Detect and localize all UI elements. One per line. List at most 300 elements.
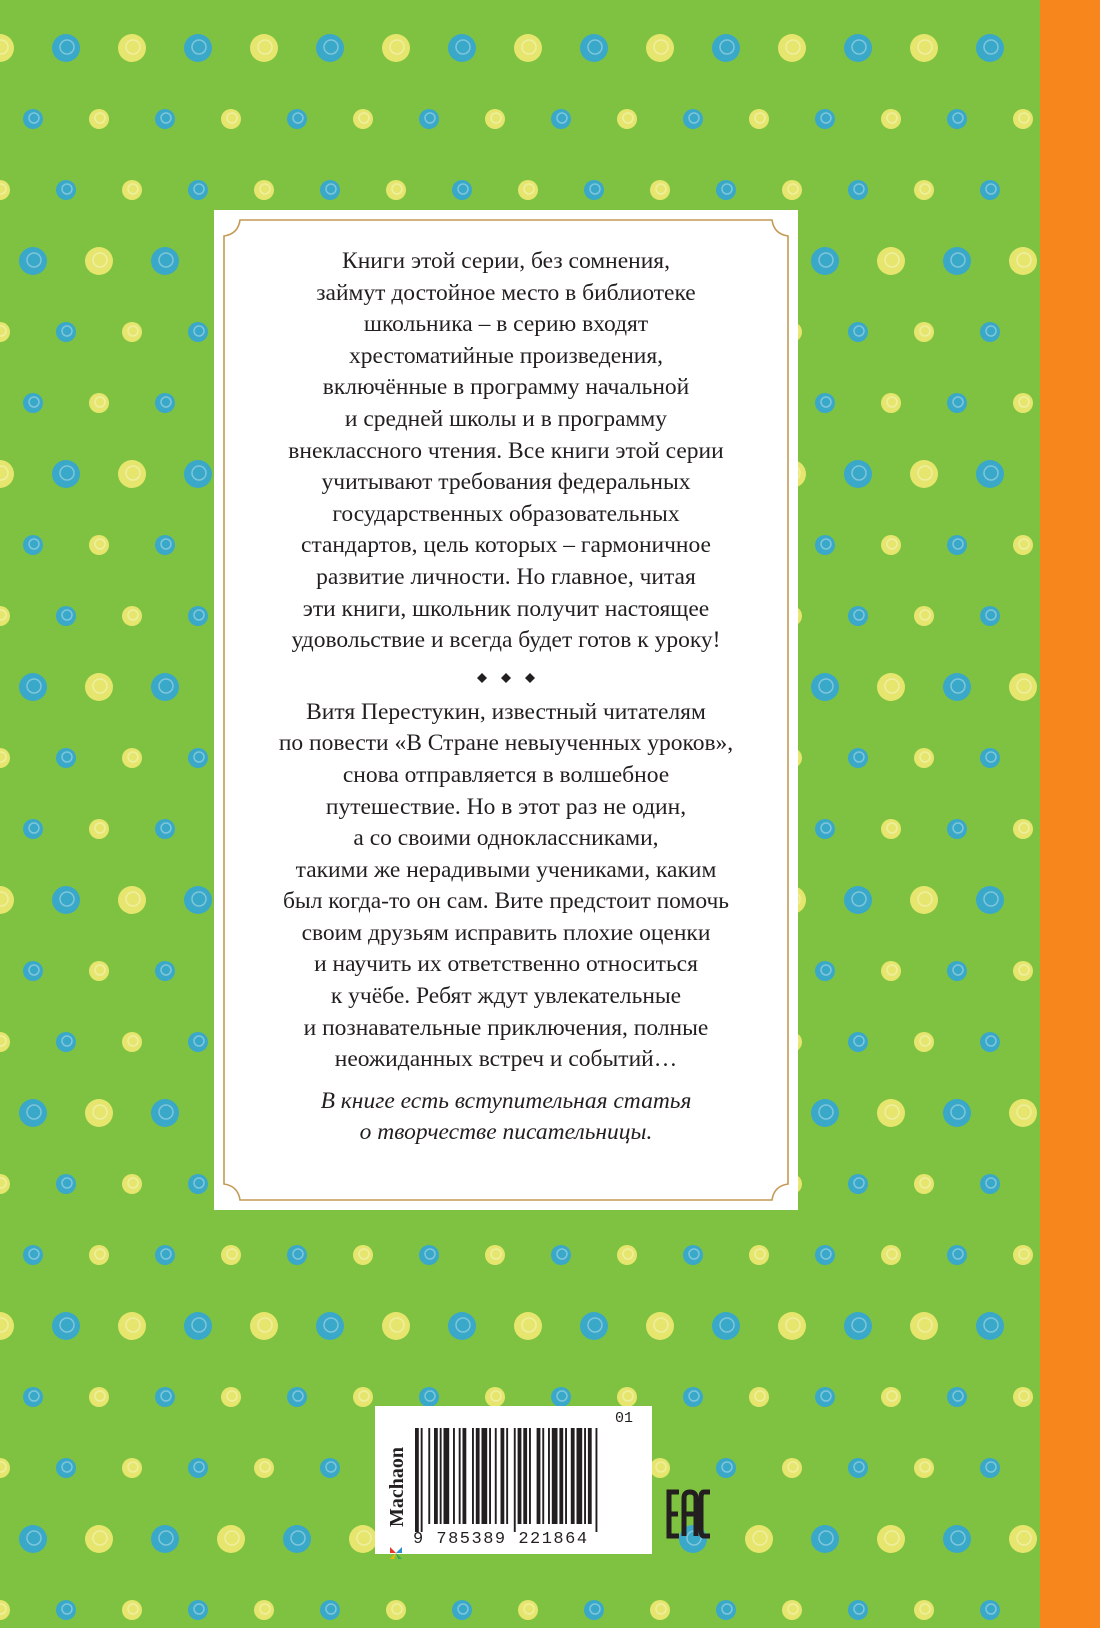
polka-dot (815, 535, 835, 555)
polka-dot (386, 1600, 406, 1620)
polka-dot (419, 109, 439, 129)
polka-dot (914, 180, 934, 200)
polka-dot (151, 673, 179, 701)
polka-dot (0, 1312, 14, 1340)
barcode-bar (459, 1428, 461, 1524)
text-line: и средней школы и в программу (344, 405, 668, 432)
barcode-bar (588, 1428, 592, 1524)
eac-certification-icon (666, 1486, 712, 1542)
polka-dot (353, 109, 373, 129)
polka-dot (716, 1458, 736, 1478)
text-line: стандартов, цель которых – гармоничное (301, 532, 711, 559)
polka-dot (353, 1245, 373, 1265)
polka-dot (56, 1032, 76, 1052)
polka-dot (848, 180, 868, 200)
polka-dot (287, 1245, 307, 1265)
polka-dot (947, 819, 967, 839)
polka-dot (881, 1245, 901, 1265)
polka-dot (287, 1387, 307, 1407)
panel-text (240, 246, 772, 1149)
barcode-bar (571, 1428, 575, 1524)
polka-dot (518, 180, 538, 200)
barcode-bar (495, 1428, 497, 1524)
polka-dot (1009, 673, 1037, 701)
polka-dot (881, 393, 901, 413)
polka-dot (254, 1458, 274, 1478)
polka-dot (881, 535, 901, 555)
polka-dot (914, 606, 934, 626)
polka-dot (712, 1312, 740, 1340)
polka-dot (848, 1600, 868, 1620)
barcode-bar (476, 1428, 480, 1524)
polka-dot (283, 1525, 311, 1553)
polka-dot (976, 34, 1004, 62)
polka-dot (250, 34, 278, 62)
polka-dot (122, 1032, 142, 1052)
polka-dot (1013, 393, 1033, 413)
text-line: по повести «В Стране невыученных уроков», (278, 730, 734, 757)
polka-dot (89, 1245, 109, 1265)
polka-dot (151, 1099, 179, 1127)
barcode-bar (440, 1428, 442, 1524)
barcode-bar (415, 1428, 419, 1532)
polka-dot (23, 535, 43, 555)
polka-dot (650, 1458, 670, 1478)
polka-dot (980, 180, 1000, 200)
polka-dot (650, 1600, 670, 1620)
polka-dot (0, 180, 10, 200)
polka-dot (23, 393, 43, 413)
polka-dot (1013, 535, 1033, 555)
barcode-bar (514, 1428, 516, 1532)
polka-dot (514, 1312, 542, 1340)
polka-dot (485, 1387, 505, 1407)
polka-dot (943, 1099, 971, 1127)
polka-dot (914, 1458, 934, 1478)
polka-dot (23, 1387, 43, 1407)
barcode-bar (482, 1428, 488, 1524)
polka-dot (0, 748, 10, 768)
polka-dot (580, 34, 608, 62)
text-line: удовольствие и всегда будет готов к уроку! (291, 627, 721, 654)
polka-dot (551, 1387, 571, 1407)
polka-dot (815, 109, 835, 129)
barcode-bar (577, 1428, 583, 1524)
barcode-bar (518, 1428, 522, 1524)
polka-dot (815, 1387, 835, 1407)
polka-dot (980, 1458, 1000, 1478)
text-line: В книге есть вступительная статья (320, 1087, 692, 1114)
polka-dot (617, 1387, 637, 1407)
barcode-bar (472, 1428, 474, 1524)
polka-dot (976, 460, 1004, 488)
polka-dot (155, 819, 175, 839)
barcode-addon: 01 (615, 1410, 634, 1427)
polka-dot (184, 34, 212, 62)
polka-dot (749, 1245, 769, 1265)
polka-dot (551, 1245, 571, 1265)
polka-dot (56, 748, 76, 768)
polka-dot (188, 606, 208, 626)
polka-dot (188, 1032, 208, 1052)
polka-dot (85, 1099, 113, 1127)
polka-dot (184, 1312, 212, 1340)
polka-dot (19, 1099, 47, 1127)
polka-dot (980, 748, 1000, 768)
polka-dot (0, 322, 10, 342)
polka-dot (316, 1312, 344, 1340)
polka-dot (56, 1458, 76, 1478)
polka-dot (155, 393, 175, 413)
polka-dot (584, 180, 604, 200)
polka-dot (0, 886, 14, 914)
text-line: включённые в программу начальной (322, 374, 690, 401)
text-line: Книги этой серии, без сомнения, (342, 248, 670, 274)
polka-dot (815, 1245, 835, 1265)
polka-dot (815, 393, 835, 413)
polka-dot (778, 34, 806, 62)
text-line: неожиданных встреч и событий… (334, 1046, 678, 1073)
polka-dot (19, 1525, 47, 1553)
polka-dot (0, 606, 10, 626)
text-line: эти книги, школьник получит настоящее (302, 595, 710, 622)
polka-dot (221, 1245, 241, 1265)
barcode-bar (434, 1428, 438, 1524)
isbn-number: 9 785389 221864 (413, 1530, 589, 1549)
text-line: займут достойное место в библиотеке (316, 279, 696, 306)
polka-dot (56, 1600, 76, 1620)
polka-dot (844, 1312, 872, 1340)
polka-dot (155, 109, 175, 129)
text-line: был когда-то он сам. Вите предстоит помочь (282, 888, 730, 915)
text-line: снова отправляется в волшебное (342, 761, 670, 788)
polka-dot (1009, 1099, 1037, 1127)
polka-dot (980, 322, 1000, 342)
polka-dot (1013, 1245, 1033, 1265)
barcode-bar (565, 1428, 567, 1524)
polka-dot (0, 1032, 10, 1052)
polka-dot (320, 180, 340, 200)
polka-dot (514, 34, 542, 62)
polka-dot (976, 886, 1004, 914)
text-line: о творчестве писательницы. (359, 1119, 653, 1146)
polka-dot (646, 1312, 674, 1340)
polka-dot (745, 1525, 773, 1553)
machaon-butterfly-icon (389, 1546, 403, 1560)
text-line: школьника – в серию входят (363, 311, 649, 338)
polka-dot (184, 460, 212, 488)
polka-dot (254, 180, 274, 200)
description-panel (214, 210, 798, 1210)
polka-dot (848, 748, 868, 768)
polka-dot (844, 34, 872, 62)
polka-dot (184, 886, 212, 914)
polka-dot (980, 1600, 1000, 1620)
polka-dot (89, 393, 109, 413)
text-line: и познавательные приключения, полные (303, 1014, 709, 1041)
polka-dot (52, 460, 80, 488)
polka-dot (848, 606, 868, 626)
polka-dot (0, 1458, 10, 1478)
polka-dot (452, 180, 472, 200)
polka-dot (914, 1600, 934, 1620)
polka-dot (19, 673, 47, 701)
polka-dot (52, 34, 80, 62)
polka-dot (188, 322, 208, 342)
polka-dot (811, 673, 839, 701)
book-description (240, 697, 772, 1076)
polka-dot (89, 1387, 109, 1407)
polka-dot (947, 535, 967, 555)
polka-dot (914, 322, 934, 342)
polka-dot (188, 1458, 208, 1478)
text-line: своим друзьям исправить плохие оценки (301, 919, 711, 946)
polka-dot (881, 109, 901, 129)
polka-dot (382, 1312, 410, 1340)
barcode-bar (506, 1428, 508, 1524)
barcode-bar (421, 1428, 423, 1532)
polka-dot (287, 109, 307, 129)
polka-dot (980, 1174, 1000, 1194)
polka-dot (650, 180, 670, 200)
barcode-bar (537, 1428, 541, 1524)
polka-dot (518, 1600, 538, 1620)
polka-dot (749, 1387, 769, 1407)
text-line: развитие личности. Но главное, читая (316, 563, 696, 590)
polka-dot (85, 1525, 113, 1553)
barcode-bar (584, 1428, 586, 1524)
polka-dot (188, 180, 208, 200)
isbn-barcode (375, 1406, 652, 1554)
polka-dot (980, 1032, 1000, 1052)
polka-dot (1013, 961, 1033, 981)
text-line: внеклассного чтения. Все книги этой серии (288, 437, 724, 464)
polka-dot (1009, 1525, 1037, 1553)
polka-dot (980, 606, 1000, 626)
barcode-bar (542, 1428, 544, 1524)
polka-dot (749, 109, 769, 129)
polka-dot (580, 1312, 608, 1340)
polka-dot (646, 34, 674, 62)
text-line: такими же нерадивыми учениками, каким (295, 856, 717, 883)
polka-dot (716, 1600, 736, 1620)
publisher-name: Machaon (386, 1447, 408, 1527)
polka-dot (712, 34, 740, 62)
polka-dot (782, 1600, 802, 1620)
publisher-logo (381, 1424, 409, 1552)
polka-dot (943, 673, 971, 701)
barcode-bar (428, 1428, 430, 1524)
polka-dot (1009, 247, 1037, 275)
polka-dot (881, 961, 901, 981)
polka-dot (23, 1245, 43, 1265)
polka-dot (89, 961, 109, 981)
polka-dot (122, 180, 142, 200)
polka-dot (188, 1174, 208, 1194)
polka-dot (118, 1312, 146, 1340)
polka-dot (250, 1312, 278, 1340)
diamond-icon (525, 673, 535, 683)
polka-dot (448, 34, 476, 62)
polka-dot (89, 819, 109, 839)
polka-dot (56, 180, 76, 200)
polka-dot (23, 961, 43, 981)
polka-dot (452, 1600, 472, 1620)
polka-dot (811, 1099, 839, 1127)
text-line: путешествие. Но в этот раз не один, (325, 793, 687, 820)
polka-dot (683, 1245, 703, 1265)
polka-dot (943, 247, 971, 275)
text-line: и научить их ответственно относиться (314, 951, 698, 978)
polka-dot (881, 1387, 901, 1407)
polka-dot (914, 748, 934, 768)
polka-dot (122, 322, 142, 342)
polka-dot (349, 1525, 377, 1553)
polka-dot (52, 886, 80, 914)
separator-diamonds-icon (240, 673, 772, 683)
polka-dot (943, 1525, 971, 1553)
polka-dot (910, 886, 938, 914)
polka-dot (118, 460, 146, 488)
polka-dot (254, 1600, 274, 1620)
polka-dot (188, 1600, 208, 1620)
polka-dot (382, 34, 410, 62)
polka-dot (778, 1312, 806, 1340)
polka-dot (122, 1600, 142, 1620)
polka-dot (914, 1032, 934, 1052)
polka-dot (584, 1600, 604, 1620)
polka-dot (151, 1525, 179, 1553)
polka-dot (155, 961, 175, 981)
polka-dot (947, 393, 967, 413)
polka-dot (0, 1174, 10, 1194)
polka-dot (976, 1312, 1004, 1340)
polka-dot (155, 535, 175, 555)
polka-dot (877, 1099, 905, 1127)
polka-dot (122, 748, 142, 768)
polka-dot (0, 34, 14, 62)
polka-dot (221, 1387, 241, 1407)
polka-dot (815, 819, 835, 839)
polka-dot (877, 673, 905, 701)
polka-dot (0, 460, 14, 488)
polka-dot (1013, 1387, 1033, 1407)
polka-dot (118, 34, 146, 62)
polka-dot (848, 1174, 868, 1194)
polka-dot (23, 819, 43, 839)
text-line: к учёбе. Ребят ждут увлекательные (330, 983, 682, 1010)
polka-dot (151, 247, 179, 275)
polka-dot (716, 180, 736, 200)
polka-dot (217, 1525, 245, 1553)
polka-dot (844, 460, 872, 488)
barcode-bar (463, 1428, 467, 1524)
polka-dot (551, 109, 571, 129)
barcode-bar (444, 1428, 450, 1524)
polka-dot (617, 1245, 637, 1265)
polka-dot (617, 109, 637, 129)
polka-dot (683, 109, 703, 129)
polka-dot (848, 1032, 868, 1052)
polka-dot (188, 748, 208, 768)
polka-dot (52, 1312, 80, 1340)
polka-dot (419, 1387, 439, 1407)
text-line: учитывают требования федеральных (321, 469, 691, 496)
polka-dot (1013, 819, 1033, 839)
polka-dot (844, 886, 872, 914)
polka-dot (155, 1387, 175, 1407)
polka-dot (221, 109, 241, 129)
series-description (240, 246, 772, 657)
polka-dot (0, 1600, 10, 1620)
polka-dot (122, 1458, 142, 1478)
polka-dot (1013, 109, 1033, 129)
polka-dot (56, 1174, 76, 1194)
polka-dot (782, 1458, 802, 1478)
polka-dot (782, 180, 802, 200)
polka-dot (386, 180, 406, 200)
barcode-bar (453, 1428, 455, 1524)
polka-dot (118, 886, 146, 914)
polka-dot (353, 1387, 373, 1407)
polka-dot (23, 109, 43, 129)
polka-dot (122, 1174, 142, 1194)
polka-dot (910, 460, 938, 488)
polka-dot (419, 1245, 439, 1265)
polka-dot (947, 109, 967, 129)
polka-dot (877, 1525, 905, 1553)
barcode-bar (523, 1428, 527, 1524)
barcode-bar (529, 1428, 531, 1524)
text-line: Витя Перестукин, известный читателям (306, 698, 706, 725)
barcode-bar (552, 1428, 558, 1524)
text-line: государственных образовательных (332, 500, 680, 527)
polka-dot (89, 535, 109, 555)
polka-dot (947, 1387, 967, 1407)
barcode-bar (548, 1428, 550, 1524)
polka-dot (56, 606, 76, 626)
diamond-icon (501, 673, 511, 683)
text-line: хрестоматийные произведения, (348, 342, 664, 369)
introductory-article-note (240, 1086, 772, 1149)
polka-dot (320, 1458, 340, 1478)
polka-dot (815, 961, 835, 981)
text-line: а со своими одноклассниками, (353, 825, 659, 852)
polka-dot (910, 34, 938, 62)
polka-dot (85, 247, 113, 275)
polka-dot (811, 1525, 839, 1553)
orange-spine-strip (1040, 0, 1100, 1628)
polka-dot (811, 247, 839, 275)
polka-dot (155, 1245, 175, 1265)
polka-dot (910, 1312, 938, 1340)
polka-dot (914, 1174, 934, 1194)
polka-dot (316, 34, 344, 62)
polka-dot (881, 819, 901, 839)
barcode-bar (559, 1428, 563, 1524)
polka-dot (448, 1312, 476, 1340)
polka-dot (848, 1458, 868, 1478)
barcode-bar (596, 1428, 598, 1532)
polka-dot (485, 1245, 505, 1265)
diamond-icon (477, 673, 487, 683)
polka-dot (683, 1387, 703, 1407)
polka-dot (19, 247, 47, 275)
polka-dot (947, 1245, 967, 1265)
polka-dot (320, 1600, 340, 1620)
polka-dot (947, 961, 967, 981)
polka-dot (848, 322, 868, 342)
